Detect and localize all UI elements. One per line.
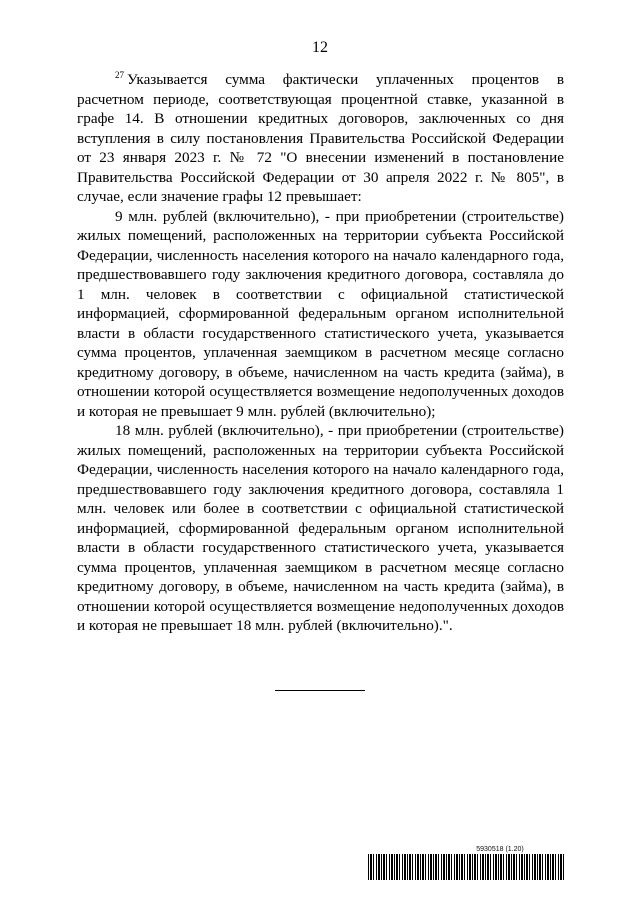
footnote-paragraph-intro xyxy=(77,70,564,207)
page-number: 12 xyxy=(312,39,328,56)
end-separator-line xyxy=(275,690,365,691)
footnote-paragraph-18mln: 18 млн. рублей (включительно), - при приобретении (строительстве) жилых помещений, расположенных на территории субъекта Российской Федерации, численность населения которого на начало календарного года, предшествовавшего году заключения кредитного договора, составляла 1 млн. человек или более в соответствии с официальной статистической информацией, сформированной федеральным органом исполнительной власти в области государственного статистического учета, указывается сумма процентов, уплаченная заемщиком в расчетном месяце согласно кредитному договору, в объеме, начисленном на часть кредита (займа), в отношении которой осуществляется возмещение недополученных доходов и которая не превышает 18 млн. рублей (включительно).". xyxy=(77,422,564,634)
footnote-body xyxy=(77,70,564,636)
barcode-code: 5930518 (1.20) xyxy=(476,846,524,853)
barcode xyxy=(368,854,564,880)
footnote-paragraph-9mln: 9 млн. рублей (включительно), - при приобретении (строительстве) жилых помещений, расположенных на территории субъекта Российской Федерации, численность населения которого на начало календарного года, предшествовавшего году заключения кредитного договора, составляла до 1 млн. человек в соответствии с официальной статистической информацией, сформированной федеральным органом исполнительной власти в области государственного статистического учета, указывается сумма процентов, уплаченная заемщиком в расчетном месяце согласно кредитному договору, в объеме, начисленном на часть кредита (займа), в отношении которой осуществляется возмещение недополученных доходов и которая не превышает 9 млн. рублей (включительно); xyxy=(77,207,564,420)
footnote-paragraph-intro-text: Указывается сумма фактически уплаченных процентов в расчетном периоде, соответствующая процентной ставке, указанной в графе 14. В отношении кредитных договоров, заключенных со дня вступления в силу постановления Правительства Российской Федерации от 23 января 2023 г. № 72 "О внесении изменений в постановление Правительства Российской Федерации от 30 апреля 2022 г. № 805", в случае, если значение графы 12 превышает: xyxy=(77,71,564,205)
footnote-marker: 27 xyxy=(115,69,124,80)
